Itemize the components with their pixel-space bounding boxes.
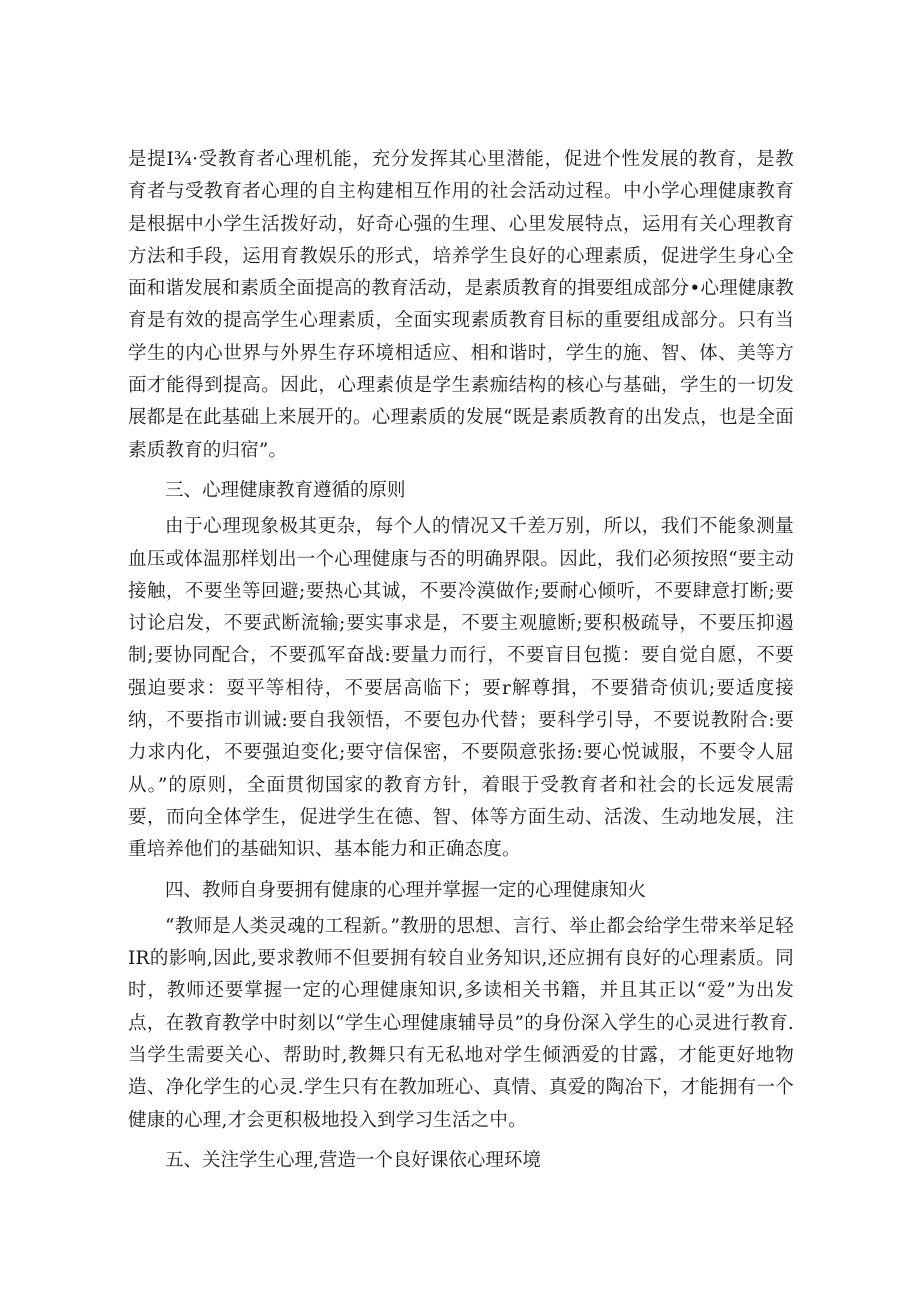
section-heading-5: 五、关注学生心理,营造一个良好课依心理环境 xyxy=(165,1149,541,1171)
paragraph-teacher: “教师是人类灵魂的工程新。”教册的思想、言行、举止都会给学生带来举足轻IR的影响,因此,要求教师不但要拥有较自业务知识,还应拥有良好的心理素质。同时，教师还要掌握一定的心理健康知识,多读相关书籍，并且其正以“爱”为出发点，在教育教学中时刻以“学生心理健康辅导员”的身份深入学生的心灵进行教育.当学生需要关心、帮助时,教舞只有无私地对学生倾洒爱的甘露，才能更好地物造、净化学生的心灵.学生只有在教加班心、真情、真爱的陶冶下，才能拥有一个健康的心理,才会更积极地投入到学习生活之中。 xyxy=(128,915,794,1131)
document-page xyxy=(128,144,794,1181)
paragraph-principles: 由于心理现象极其更杂，每个人的情况又千差万别，所以，我们不能象测量血压或体温那样划出一个心理健康与否的明确界限。因此，我们必须按照“要主动接触，不要坐等回避;要热心其诚，不要冷漠做作;要耐心倾听，不要肆意打断;要讨论启发，不要武断流输;要实事求是，不要主观臆断;要积极疏导，不要压抑遏制;要协同配合，不要孤军奋战:要量力而行，不要盲目包揽：要自觉自愿，不要强迫要求：耍平等相待，不要居高临下；要r解尊揖，不要猎奇侦讥;要适度接纳，不要指市训诫:要自我领悟，不要包办代替；要科学引导，不要说教附合:要力求内化，不要强迫变化;要守信保密，不要陨意张扬:要心悦诚服，不要令人屈从。”的原则，全面贯彻国家的教育方针，着眼于受教育者和社会的长远发展需要，而向全体学生，促进学生在德、智、体等方面生动、活泼、生动地发展，注重培养他们的基础知识、基本能力和正确态度。 xyxy=(128,516,794,861)
section-heading-3: 三、心理健康教育遵循的原则 xyxy=(165,479,406,501)
paragraph-intro: 是提I¾·受教育者心理机能，充分发挥其心里潜能，促进个性发展的教育，是教育者与受教育者心理的自主构建相互作用的社会活动过程。中小学心理健康教育是根据中小学生活拨好动，好奇心强的生理、心里发展特点，运用有关心理教育方法和手段，运用育教娱乐的形式，培养学生良好的心理素质，促进学生身心全面和谐发展和素质全面提高的教育活动，是素质教育的揖要组成部分•心理健康教育是有效的提高学生心理素质，全面实现素质教育目标的重要组成部分。只有当学生的内心世界与外界生存环境相适应、相和谐时，学生的施、智、体、美等方面才能得到提高。因此，心理素侦是学生素痂结构的核心与基础，学生的一切发展都是在此基础上来展开的。心理素质的发展“既是素质教育的出发点，也是全面素质教育的归宿”。 xyxy=(128,149,794,461)
section-heading-4: 四、教师自身要拥有健康的心理并掌握一定的心理健康知火 xyxy=(165,879,647,901)
